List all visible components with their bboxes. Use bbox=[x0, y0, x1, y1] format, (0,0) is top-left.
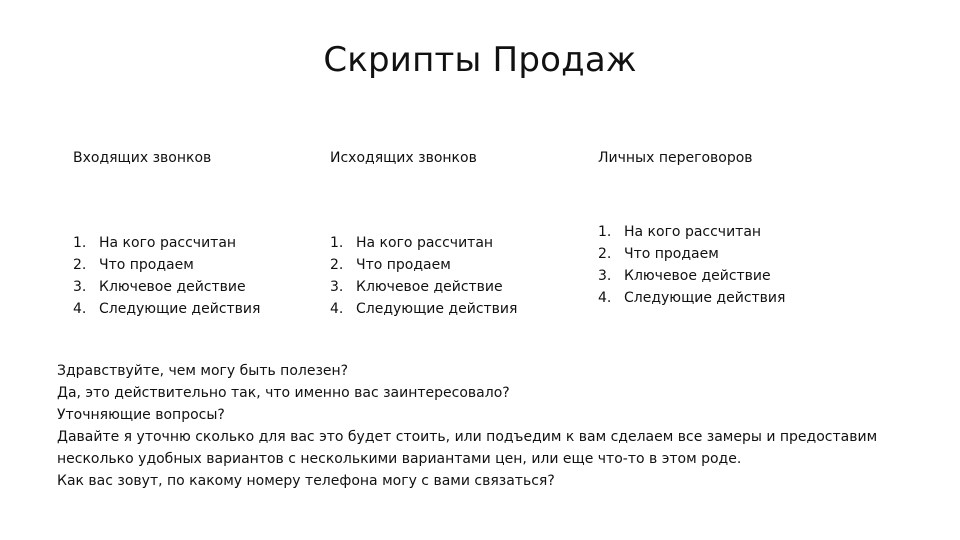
column-heading-incoming: Входящих звонков bbox=[73, 150, 212, 166]
list-item bbox=[330, 276, 517, 298]
list-item bbox=[73, 276, 260, 298]
column-heading-meetings: Личных переговоров bbox=[598, 150, 753, 166]
item-text: Ключевое действие bbox=[624, 268, 771, 284]
list-meetings bbox=[598, 221, 785, 309]
item-text: Что продаем bbox=[356, 257, 451, 273]
item-number: 1. bbox=[598, 224, 612, 240]
list-outgoing bbox=[330, 232, 517, 320]
list-item bbox=[598, 287, 785, 309]
item-text: На кого рассчитан bbox=[624, 224, 762, 240]
item-number: 1. bbox=[330, 235, 344, 251]
list-item bbox=[330, 232, 517, 254]
list-incoming bbox=[73, 232, 260, 320]
item-number: 3. bbox=[73, 279, 87, 295]
script-line: Как вас зовут, по какому номеру телефона могу с вами связаться? bbox=[57, 473, 555, 489]
item-text: Следующие действия bbox=[624, 290, 786, 306]
sales-script-text bbox=[57, 360, 917, 492]
item-text: Следующие действия bbox=[356, 301, 518, 317]
item-number: 4. bbox=[598, 290, 612, 306]
item-text: Что продаем bbox=[99, 257, 194, 273]
column-heading-outgoing: Исходящих звонков bbox=[330, 150, 477, 166]
list-item bbox=[73, 232, 260, 254]
item-number: 4. bbox=[330, 301, 344, 317]
list-item bbox=[598, 243, 785, 265]
item-number: 2. bbox=[73, 257, 87, 273]
slide-title: Скрипты Продаж bbox=[323, 40, 637, 80]
item-text: Ключевое действие bbox=[356, 279, 503, 295]
item-text: Следующие действия bbox=[99, 301, 261, 317]
item-text: На кого рассчитан bbox=[99, 235, 237, 251]
script-line: несколько удобных вариантов с несколькими вариантами цен, или еще что-то в этом роде. bbox=[57, 451, 742, 467]
item-number: 1. bbox=[73, 235, 87, 251]
list-item bbox=[598, 265, 785, 287]
item-text: На кого рассчитан bbox=[356, 235, 494, 251]
item-text: Что продаем bbox=[624, 246, 719, 262]
item-number: 2. bbox=[598, 246, 612, 262]
script-line: Давайте я уточню сколько для вас это будет стоить, или подъедим к вам сделаем все замеры и предоставим bbox=[57, 429, 878, 445]
item-number: 3. bbox=[598, 268, 612, 284]
script-line: Уточняющие вопросы? bbox=[57, 407, 225, 423]
item-number: 3. bbox=[330, 279, 344, 295]
item-number: 2. bbox=[330, 257, 344, 273]
item-number: 4. bbox=[73, 301, 87, 317]
list-item bbox=[73, 254, 260, 276]
list-item bbox=[330, 254, 517, 276]
script-line: Да, это действительно так, что именно вас заинтересовало? bbox=[57, 385, 510, 401]
item-text: Ключевое действие bbox=[99, 279, 246, 295]
script-line: Здравствуйте, чем могу быть полезен? bbox=[57, 363, 349, 379]
list-item bbox=[73, 298, 260, 320]
list-item bbox=[330, 298, 517, 320]
list-item bbox=[598, 221, 785, 243]
